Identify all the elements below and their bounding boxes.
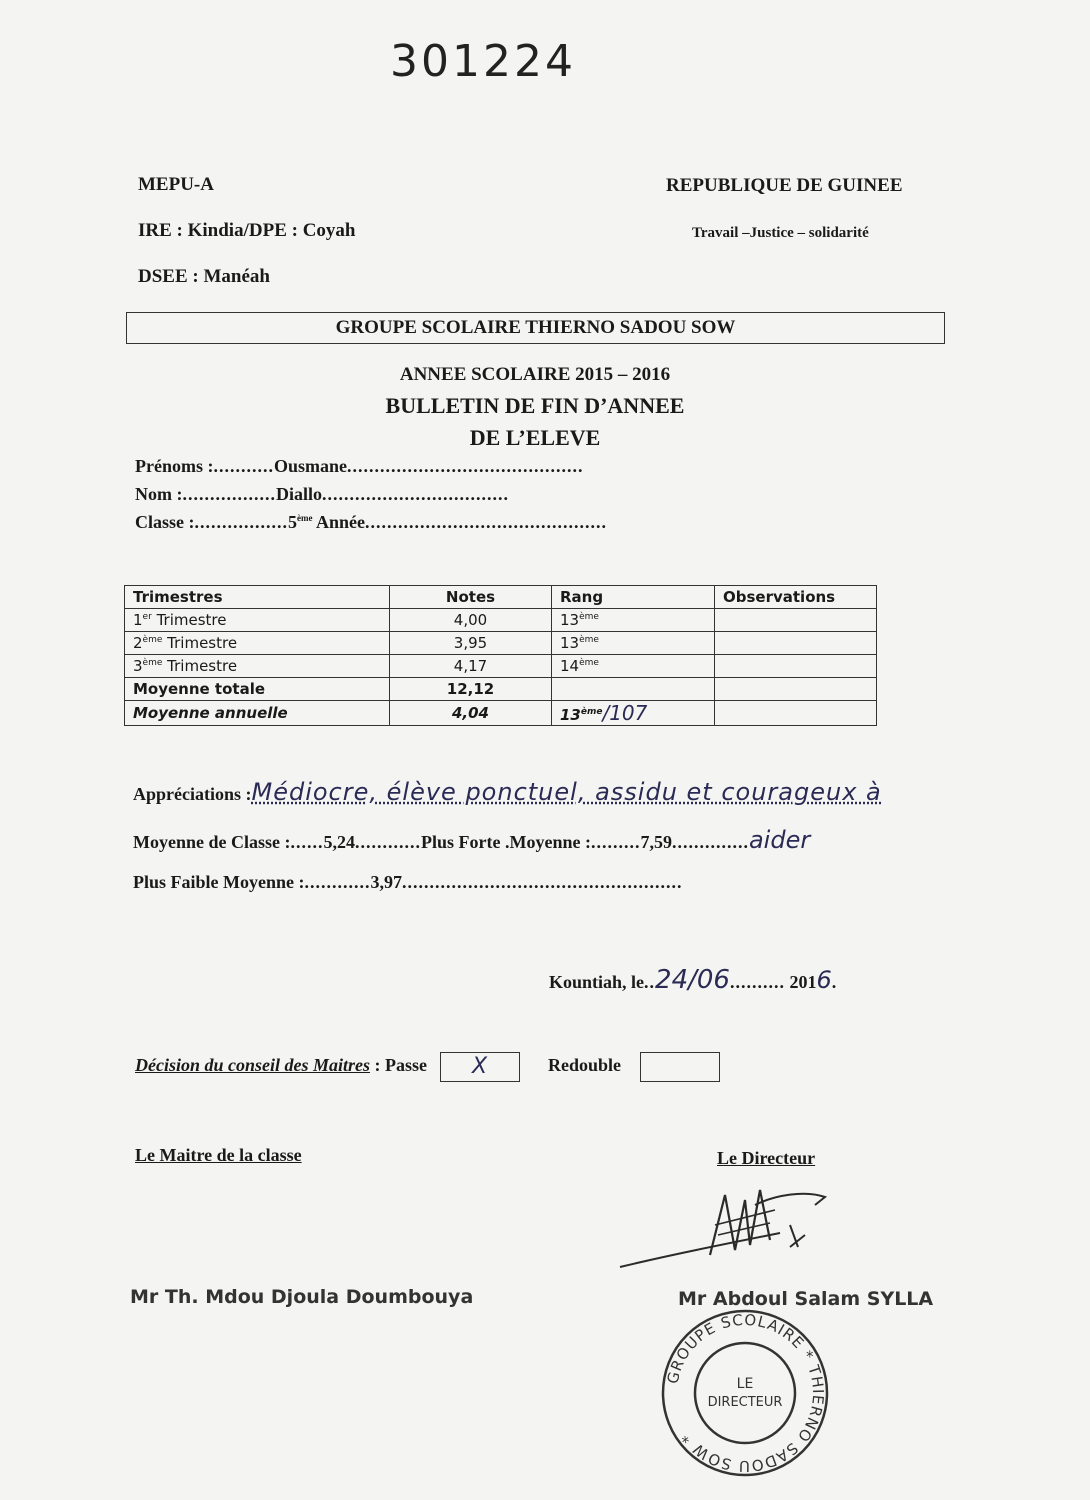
rang-cell: 14ème: [552, 655, 715, 678]
handwritten-document-number: 301224: [390, 36, 576, 87]
header-rang: Rang: [552, 586, 715, 609]
moyenne-classe-value: 5,24: [323, 832, 355, 852]
passe-mark: X: [471, 1054, 488, 1079]
rang-cell: 13ème: [552, 632, 715, 655]
school-year: ANNEE SCOLAIRE 2015 – 2016: [399, 364, 671, 385]
ire-label: IRE : Kindia/DPE : Coyah: [138, 220, 356, 241]
annual-rang: 13ème/107: [552, 701, 715, 726]
trimestre-cell: 3ème Trimestre: [125, 655, 390, 678]
total-label: Moyenne totale: [125, 678, 390, 701]
appreciations-handwritten: Médiocre, élève ponctuel, assidu et courageux à: [251, 778, 882, 806]
maitre-name: Mr Th. Mdou Djoula Doumbouya: [130, 1286, 474, 1308]
country-motto: Travail –Justice – solidarité: [692, 225, 869, 241]
table-row: [125, 609, 877, 632]
bulletin-subtitle: DE L’ELEVE: [469, 425, 601, 450]
plus-faible-label: Plus Faible Moyenne :: [133, 872, 305, 892]
classe-line: Classe :.................5ème Année............................................: [135, 512, 608, 532]
school-name-box: GROUPE SCOLAIRE THIERNO SADOU SOW: [126, 312, 945, 344]
dsee-label: DSEE : Manéah: [138, 266, 270, 287]
decision-line: Décision du conseil des Maitres : Passe X Redouble: [135, 1052, 720, 1082]
directeur-label: Le Directeur: [717, 1148, 816, 1168]
prenoms-label: Prénoms :: [135, 456, 214, 476]
director-signature-graphic: [610, 1175, 840, 1275]
observation-cell: [715, 655, 877, 678]
plus-forte-label: Plus Forte .Moyenne :: [420, 832, 591, 852]
header-notes: Notes: [390, 586, 552, 609]
total-row: [125, 678, 877, 701]
place-date-line: Kountiah, le..24/06.......... 2016.: [549, 965, 837, 995]
classe-label: Classe :: [135, 512, 195, 532]
svg-text:DIRECTEUR: DIRECTEUR: [707, 1395, 783, 1410]
passe-label: Passe: [385, 1055, 428, 1076]
header-observations: Observations: [715, 586, 877, 609]
total-observation: [715, 678, 877, 701]
grades-table: [124, 585, 877, 726]
classe-word: Année: [316, 512, 366, 532]
note-cell: 4,17: [390, 655, 552, 678]
nom-label: Nom :: [135, 484, 183, 504]
trimestre-cell: 2ème Trimestre: [125, 632, 390, 655]
table-row: [125, 632, 877, 655]
moyenne-classe-label: Moyenne de Classe :: [133, 832, 291, 852]
date-handwritten: 24/06: [655, 965, 730, 995]
appreciations-line: [133, 778, 882, 806]
table-row: [125, 655, 877, 678]
annual-label: Moyenne annuelle: [125, 701, 390, 726]
plus-forte-value: 7,59: [640, 832, 672, 852]
annual-rang-handwritten: /107: [602, 701, 648, 725]
plus-faible-line: Plus Faible Moyenne :............3,97...................................................: [133, 872, 683, 892]
classe-suffix: ème: [297, 513, 313, 523]
nom-value: Diallo: [276, 484, 323, 504]
annual-observation: [715, 701, 877, 726]
total-rang: [552, 678, 715, 701]
svg-text:GROUPE SCOLAIRE * THIERNO SADO: GROUPE SCOLAIRE * THIERNO SADOU SOW *: [663, 1310, 828, 1476]
school-stamp-graphic: [660, 1308, 830, 1478]
appreciations-handwritten-continued: aider: [748, 826, 811, 854]
year-handwritten: 6: [816, 966, 832, 994]
note-cell: 3,95: [390, 632, 552, 655]
country-label: REPUBLIQUE DE GUINEE: [666, 175, 903, 196]
observation-cell: [715, 632, 877, 655]
rang-cell: 13ème: [552, 609, 715, 632]
redouble-checkbox[interactable]: [640, 1052, 720, 1082]
annual-row: [125, 701, 877, 726]
directeur-name: Mr Abdoul Salam SYLLA: [678, 1288, 934, 1310]
total-note: 12,12: [390, 678, 552, 701]
appreciations-label: Appréciations :: [133, 784, 252, 804]
maitre-label: Le Maitre de la classe: [135, 1145, 302, 1165]
plus-faible-value: 3,97: [370, 872, 402, 892]
nom-line: Nom :.................Diallo..................................: [135, 484, 510, 504]
bulletin-title: BULLETIN DE FIN D’ANNEE: [385, 393, 685, 418]
prenoms-value: Ousmane: [273, 456, 347, 476]
redouble-label: Redouble: [548, 1055, 622, 1076]
trimestre-cell: 1er Trimestre: [125, 609, 390, 632]
place-label: Kountiah, le: [549, 972, 645, 992]
passe-checkbox[interactable]: [440, 1052, 520, 1082]
moyenne-classe-line: Moyenne de Classe :......5,24............Plus Forte .Moyenne :.........7,59..............aider: [133, 826, 811, 854]
classe-value: 5: [288, 512, 297, 532]
year-prefix: 201: [789, 972, 817, 992]
observation-cell: [715, 609, 877, 632]
svg-text:LE: LE: [736, 1376, 754, 1392]
annual-note: 4,04: [390, 701, 552, 726]
ministry-label: MEPU-A: [138, 174, 214, 195]
header-trimestres: Trimestres: [125, 586, 390, 609]
table-header-row: [125, 586, 877, 609]
prenoms-line: Prénoms :...........Ousmane...........................................: [135, 456, 584, 476]
decision-label: Décision du conseil des Maitres: [135, 1055, 371, 1076]
note-cell: 4,00: [390, 609, 552, 632]
